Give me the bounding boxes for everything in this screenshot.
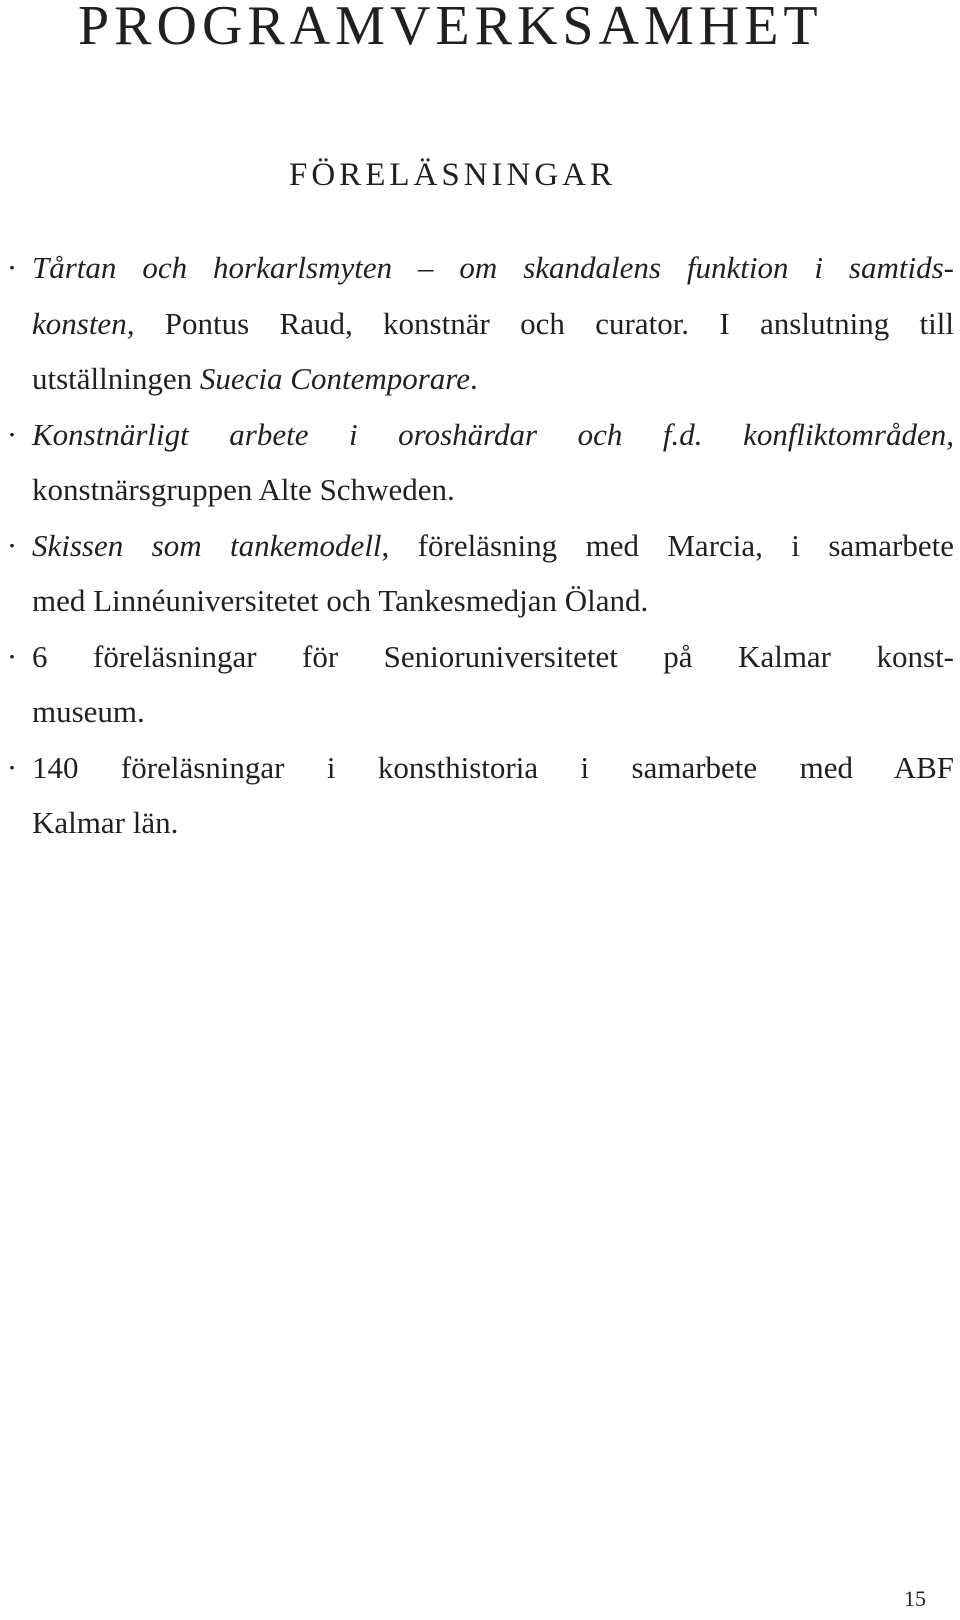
text-line — [32, 351, 954, 407]
text-line — [32, 573, 954, 629]
text-run: Pontus Raud, konstnär och curator. I anslutning till — [134, 305, 954, 341]
lecture-list — [0, 240, 960, 851]
lecture-item — [0, 629, 954, 740]
text-line — [32, 407, 954, 463]
text-line — [32, 629, 954, 685]
text-run: museum. — [32, 694, 145, 729]
lecture-item — [0, 240, 954, 407]
text-run: konstnärsgruppen Alte Schweden. — [32, 472, 455, 507]
text-line — [32, 795, 954, 851]
text-line — [32, 296, 954, 352]
bullet-marker: · — [6, 527, 18, 563]
text-run: Kalmar län. — [32, 805, 179, 840]
page-number: 15 — [904, 1586, 926, 1611]
text-run: Skissen som tankemodell — [32, 527, 382, 563]
text-line — [32, 462, 954, 518]
section-heading: FÖRELÄSNINGAR — [289, 157, 617, 193]
text-run: Tårtan och horkarlsmyten – om skandalens funktion i samtids- — [32, 250, 954, 285]
lecture-item — [0, 518, 954, 629]
text-line — [32, 518, 954, 574]
text-run: konsten, — [32, 305, 135, 341]
text-run: Suecia Contemporare — [199, 361, 470, 396]
text-line — [32, 240, 954, 296]
text-run: med Linnéuniversitetet och Tankesmedjan Öland. — [32, 583, 649, 618]
bullet-marker: · — [6, 416, 18, 452]
text-run: 6 föreläsningar för Senioruniversitetet på Kalmar konst- — [32, 638, 954, 674]
text-line — [32, 684, 954, 740]
text-run: utställningen — [32, 361, 200, 396]
bullet-marker: · — [6, 638, 18, 674]
bullet-marker: · — [6, 749, 18, 785]
text-run: Konstnärligt arbete i oroshärdar och f.d. konfliktområden, — [32, 416, 954, 452]
text-run: 140 föreläsningar i konsthistoria i samarbete med ABF — [32, 749, 954, 785]
page-title: PROGRAMVERKSAMHET — [78, 0, 823, 57]
bullet-marker: · — [6, 250, 18, 285]
lecture-item — [0, 407, 954, 518]
lecture-item — [0, 740, 954, 851]
text-line — [32, 740, 954, 796]
text-run: . — [469, 361, 478, 396]
text-run: , föreläsning med Marcia, i samarbete — [381, 527, 954, 563]
